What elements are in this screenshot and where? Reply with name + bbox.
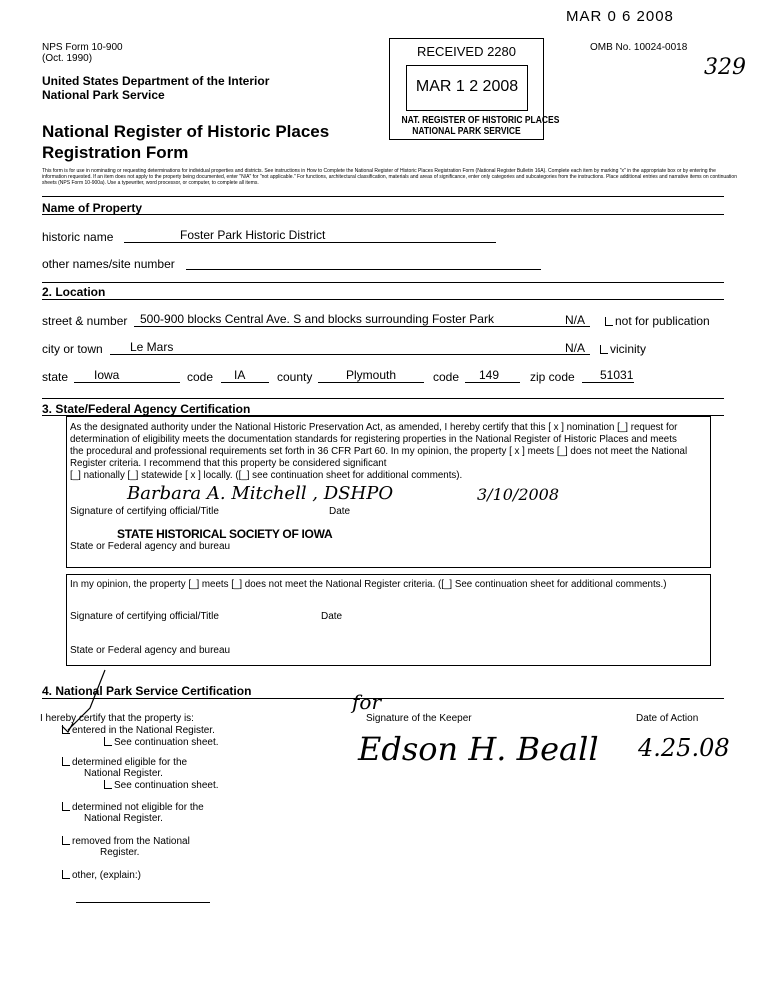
not-for-publication-option[interactable] [605,314,710,328]
date-label-2: Date [321,611,343,622]
agency-label: State or Federal agency and bureau [70,541,231,552]
county-field[interactable] [318,368,424,383]
rule-top-section1 [42,196,724,197]
dept-line2: National Park Service [42,88,165,102]
received-stamp [389,38,560,140]
opinion-line: In my opinion, the property [_] meets [_] does not meet the National Register criteria. ([_] See continuation sheet for additional comments.) [70,578,667,590]
agency-name: STATE HISTORICAL SOCIETY OF IOWA [117,527,333,541]
opinion-box [66,574,711,666]
hereby-text: I hereby certify that the property is: [40,713,194,724]
county-code-field[interactable] [465,368,520,383]
see-cont-label-2: See continuation sheet. [114,780,219,791]
received-date-stamp-top: MAR 0 6 2008 [566,8,674,25]
dept-line1: United States Department of the Interior [42,74,270,88]
form-title-line1: National Register of Historic Places [42,122,330,141]
street-field[interactable] [134,312,590,327]
state-label: state [42,370,69,384]
form-instructions: This form is for use in nominating or requesting determinations for individual properties and districts. See instructions in How to Complete the National Register of Historic Places Registration Form (National Register Bulletin 16A). Complete each item by marking "x" in the appropriate box or by entering the information requested. If an item does not apply to the property being documented, enter "N/A" for "not applicable." For functions, architectural classification, materials and areas of significance, enter only categories and subcategories from the instructions. Place additional entries and narrative items on continuation sheets (NPS Form 10-900a). Use a typewriter, word processor, or computer, to complete all items. [42,168,737,186]
see-cont-label-1: See continuation sheet. [114,737,219,748]
signature-label: Signature of certifying official/Title [70,506,219,517]
county-code-label: code [433,370,460,384]
rule-top-section3 [42,398,724,399]
rule-top-section2 [42,282,724,283]
state-signature-date: 3/10/2008 [477,485,560,504]
county-value: Plymouth [346,368,397,382]
cert-text-line4: Register criteria. I recommend that this property be considered significant [70,457,387,469]
received-stamp-inner [406,65,528,111]
section4-heading: 4. National Park Service Certification [42,684,252,698]
other-option[interactable] [62,870,141,881]
other-names-label: other names/site number [42,257,175,271]
state-value: Iowa [94,368,120,382]
state-code-field[interactable] [221,368,269,383]
historic-name-value: Foster Park Historic District [180,228,326,242]
keeper-label: Signature of the Keeper [366,713,472,724]
section3-heading: 3. State/Federal Agency Certification [42,402,251,416]
city-label: city or town [42,342,103,356]
form-number: NPS Form 10-900 [42,42,123,53]
det-eligible-label: determined eligible for the [72,757,188,768]
rule-section2 [42,299,724,300]
vicinity-label: vicinity [610,342,647,356]
form-date: (Oct. 1990) [42,53,93,64]
keeper-signature: Edson H. Beall [358,730,599,768]
date-of-action-label: Date of Action [636,713,699,724]
other-label: other, (explain:) [72,870,141,881]
street-value: 500-900 blocks Central Ave. S and blocks surrounding Foster Park [140,312,494,326]
received-stamp-title: RECEIVED 2280 [417,44,516,59]
removed-option[interactable] [62,836,190,847]
received-stamp-org1: NAT. REGISTER OF HISTORIC PLACES [401,115,560,126]
checkbox-icon[interactable] [605,317,613,326]
for-handwritten: for [352,690,382,714]
signature-label-2: Signature of certifying official/Title [70,611,219,622]
checkbox-icon[interactable] [104,780,112,789]
removed-label: removed from the National [72,836,190,847]
checkbox-icon[interactable] [62,870,70,879]
street-na: N/A [565,313,586,327]
checkbox-icon[interactable] [600,345,608,354]
det-eligible-option[interactable] [62,757,187,768]
street-label: street & number [42,314,128,328]
zip-field[interactable] [582,368,634,383]
historic-name-field[interactable] [124,228,496,243]
section1-heading: Name of Property [42,201,143,215]
handwritten-check-mark [40,668,120,738]
see-cont-option-1[interactable] [104,737,219,748]
state-code-value: IA [234,368,246,382]
city-na: N/A [565,341,586,355]
state-certification-box [66,416,711,568]
entered-label: entered in the National Register. [72,725,215,736]
handwritten-number: 329 [704,55,746,80]
agency-label-2: State or Federal agency and bureau [70,645,231,656]
state-official-signature: Barbara A. Mitchell , DSHPO [127,483,394,504]
rule-section1 [42,214,724,215]
received-stamp-org2: NATIONAL PARK SERVICE [412,126,521,137]
cert-text-line1: As the designated authority under the National Historic Preservation Act, as amended, I hereby certify that this [ x ] nomination [_] request for [70,421,678,433]
see-cont-option-2[interactable] [104,780,219,791]
date-label: Date [329,506,351,517]
checkbox-icon[interactable] [62,836,70,845]
vicinity-option[interactable] [600,342,646,356]
city-field[interactable] [110,340,590,355]
received-stamp-date: MAR 1 2 2008 [415,78,519,95]
form-title-line2: Registration Form [42,143,189,162]
det-not-eligible-label-2: National Register. [84,813,163,824]
date-of-action-value: 4.25.08 [638,734,730,762]
state-field[interactable] [74,368,180,383]
cert-text-line5: [_] nationally [_] statewide [ x ] locally. ([_] see continuation sheet for additional comments). [70,469,463,481]
checkbox-icon[interactable] [62,757,70,766]
section2-heading: 2. Location [42,285,106,299]
checkbox-icon[interactable] [62,802,70,811]
not-for-publication-label: not for publication [615,314,710,328]
historic-name-label: historic name [42,230,114,244]
removed-label-2: Register. [100,847,140,858]
rule-section4 [42,698,724,699]
zip-label: zip code [530,370,575,384]
cert-text-line3: the procedural and professional requirements set forth in 36 CFR Part 60. In my opinion, the property [ x ] meets [_] does not meet the National [70,445,688,457]
state-code-label: code [187,370,214,384]
county-label: county [277,370,313,384]
det-not-eligible-label: determined not eligible for the [72,802,204,813]
other-explain-line[interactable] [76,902,210,903]
city-value: Le Mars [130,340,174,354]
det-not-eligible-option[interactable] [62,802,204,813]
checkbox-icon[interactable] [104,737,112,746]
county-code-value: 149 [479,368,500,382]
det-eligible-label-2: National Register. [84,768,163,779]
cert-text-line2: determination of eligibility meets the documentation standards for registering properties in the National Register of Historic Places and meets [70,433,677,445]
zip-value: 51031 [600,368,634,382]
other-names-field[interactable] [186,255,541,270]
omb-number: OMB No. 10024-0018 [590,42,688,53]
